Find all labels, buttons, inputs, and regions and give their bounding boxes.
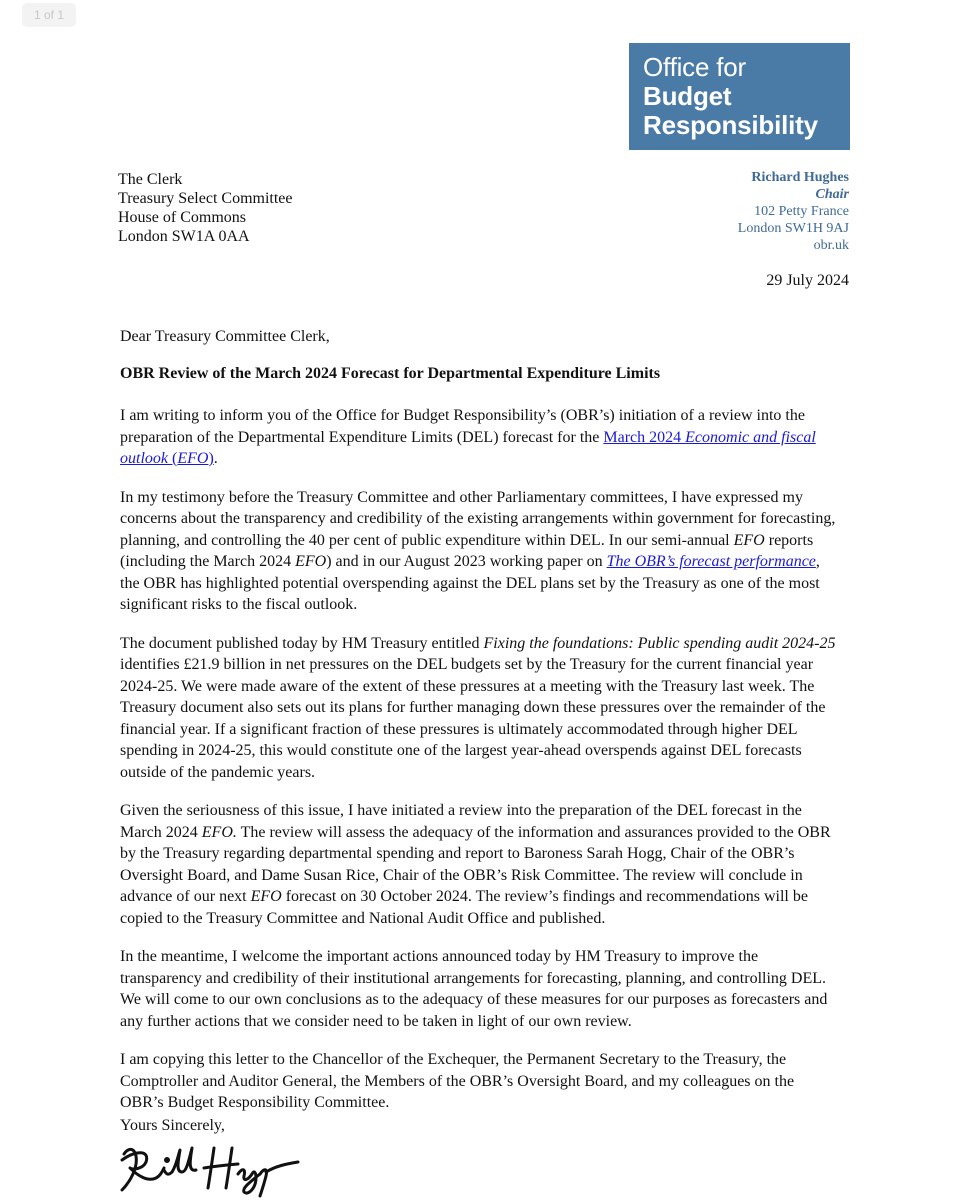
efo-link-part-4: EFO xyxy=(177,450,209,467)
sender-website: obr.uk xyxy=(813,238,849,253)
logo-line-3: Responsibility xyxy=(643,110,818,140)
recipient-line-3: House of Commons xyxy=(118,209,246,226)
letter-subject: OBR Review of the March 2024 Forecast for Departmental Expenditure Limits xyxy=(120,365,661,382)
letter-body xyxy=(120,405,836,1131)
paragraph-1 xyxy=(120,405,836,470)
recipient-line-1: The Clerk xyxy=(118,171,183,188)
forecast-performance-link-text: The OBR’s forecast performance xyxy=(606,553,816,570)
p4-efo-2: EFO xyxy=(250,888,282,905)
paragraph-4 xyxy=(120,800,836,929)
efo-link-part-5: ) xyxy=(208,450,214,467)
p2-text-d: , the OBR has highlighted potential overspending against the DEL plans set by the Treasury as one of the most significant risks to the fiscal outlook. xyxy=(120,553,820,613)
salutation: Dear Treasury Committee Clerk, xyxy=(120,328,330,345)
paragraph-5: In the meantime, I welcome the important actions announced today by HM Treasury to improve the transparency and credibility of their institutional arrangements for forecasting, planning, and controlling DEL. We will come to our own conclusions as to the adequacy of these measures for our purposes as forecasters and any further actions that we consider need to be taken in light of our own review. xyxy=(120,948,828,1030)
letter-date: 29 July 2024 xyxy=(766,272,849,289)
p2-text-b: reports (including the March 2024 xyxy=(120,531,814,570)
sender-address-line-2: London SW1H 9AJ xyxy=(737,221,849,236)
sender-address-line-1: 102 Petty France xyxy=(754,204,849,219)
obr-logo xyxy=(629,43,850,150)
p4-efo-1: EFO. xyxy=(201,823,237,841)
p3-text-a: The document published today by HM Treasury entitled xyxy=(120,634,484,652)
logo-line-1: Office for xyxy=(643,52,747,82)
signature-icon xyxy=(116,1138,306,1198)
sender-name: Richard Hughes xyxy=(751,170,849,185)
efo-link-part-1: March 2024 xyxy=(603,428,686,446)
p1-text: I am writing to inform you of the Office for Budget Responsibility’s (OBR’s) initiation of a review into the preparation of the Departmental Expenditure Limits (DEL) forecast for the xyxy=(120,407,805,446)
p3-text-b: identifies £21.9 billion in net pressures on the DEL budgets set by the Treasury for the current financial year 2024-25. We were made aware of the extent of these pressures at a meeting with the Treasury last week. The Treasury document also sets out its plans for further managing down these pressures over the remainder of the financial year. If a significant fraction of these pressures is ultimately accommodated through higher DEL spending in 2024-25, this would constitute one of the largest year-ahead overspends against DEL forecasts outside of the pandemic years. xyxy=(120,656,826,781)
recipient-address xyxy=(118,170,293,246)
p2-efo-1: EFO xyxy=(733,531,765,549)
forecast-performance-link[interactable] xyxy=(607,553,816,570)
sender-role: Chair xyxy=(815,187,849,202)
recipient-line-2: Treasury Select Committee xyxy=(118,190,293,207)
paragraph-2 xyxy=(120,487,836,616)
p2-efo-2: EFO xyxy=(295,553,327,570)
logo-line-2: Budget xyxy=(643,81,732,111)
p3-document-title: Fixing the foundations: Public spending audit 2024-25 xyxy=(483,634,836,652)
closing: Yours Sincerely, xyxy=(120,1117,225,1134)
p1-end: . xyxy=(213,450,218,467)
efo-link-part-3: ( xyxy=(168,450,178,467)
p2-text-a: In my testimony before the Treasury Committee and other Parliamentary committees, I have expressed my concerns about the transparency and credibility of the existing arrangements within government for forecasting, planning, and controlling the 40 per cent of public expenditure within DEL. In our semi-annual xyxy=(120,488,836,549)
p4-text-a: Given the seriousness of this issue, I have initiated a review into the preparation of the DEL forecast in the March 2024 xyxy=(120,802,802,841)
page-indicator: 1 of 1 xyxy=(22,3,76,27)
sender-block xyxy=(738,169,849,254)
recipient-line-4: London SW1A 0AA xyxy=(118,228,250,245)
paragraph-6: I am copying this letter to the Chancellor of the Exchequer, the Permanent Secretary to the Treasury, the Comptroller and Auditor General, the Members of the OBR’s Oversight Board, and my colleagues on the OBR’s Budget Responsibility Committee. xyxy=(120,1051,795,1111)
paragraph-3 xyxy=(120,633,836,784)
efo-link-part-2: Economic and fiscal outlook xyxy=(120,428,816,467)
p2-text-c: ) and in our August 2023 working paper on xyxy=(326,553,607,570)
p4-text-c: forecast on 30 October 2024. The review’s findings and recommendations will be copied to the Treasury Committee and National Audit Office and published. xyxy=(120,888,808,927)
p4-text-b: The review will assess the adequacy of the information and assurances provided to the OBR by the Treasury regarding departmental spending and report to Baroness Sarah Hogg, Chair of the OBR’s Oversight Board, and Dame Susan Rice, Chair of the OBR’s Risk Committee. The review will conclude in advance of our next xyxy=(120,823,831,905)
